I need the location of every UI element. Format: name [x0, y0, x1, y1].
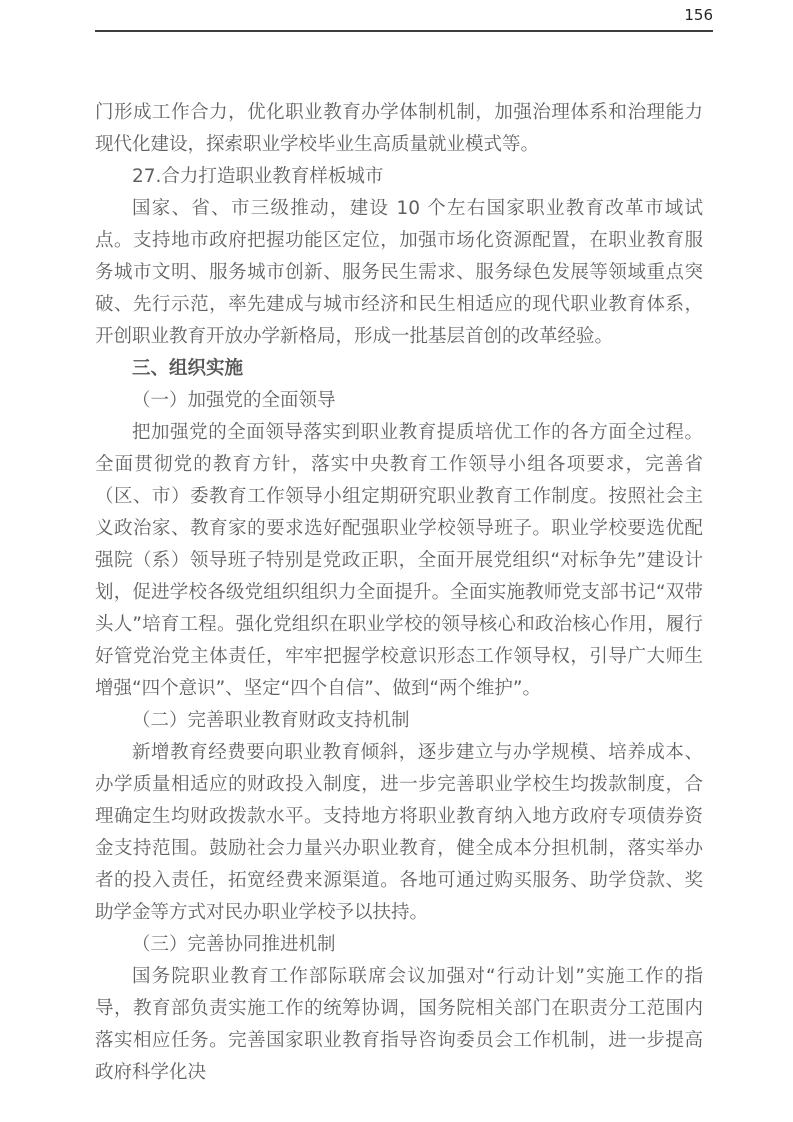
page-header [95, 0, 713, 32]
paragraph-item-27-title: 27.合力打造职业教育样板城市 [132, 166, 384, 187]
paragraph-item-27-body: 国家、省、市三级推动，建设 10 个左右国家职业教育改革市域试点。支持地市政府把握功能区定位，加强市场化资源配置，在职业教育服务城市文明、服务城市创新、服务民生需求、服务绿色发展等领域重点突破、先行示范，率先建成与城市经济和民生相适应的现代职业教育体系，开创职业教育开放办学新格局，形成一批基层首创的改革经验。 [95, 198, 703, 347]
subsection-heading-party-leadership: （一）加强党的全面领导 [132, 390, 336, 411]
subsection-body-coordination: 国务院职业教育工作部际联席会议加强对“行动计划”实施工作的指导，教育部负责实施工作的统筹协调，国务院相关部门在职责分工范围内落实相应任务。完善国家职业教育指导咨询委员会工作机制，进一步提高政府科学化决 [95, 966, 703, 1083]
section-heading-organization: 三、组织实施 [132, 358, 244, 379]
header-rule [95, 30, 713, 32]
subsection-body-fiscal-support: 新增教育经费要向职业教育倾斜，逐步建立与办学规模、培养成本、办学质量相适应的财政投入制度，进一步完善职业学校生均拨款制度，合理确定生均财政拨款水平。支持地方将职业教育纳入地方政府专项债券资金支持范围。鼓励社会力量兴办职业教育，健全成本分担机制，落实举办者的投入责任，拓宽经费来源渠道。各地可通过购买服务、助学贷款、奖助学金等方式对民办职业学校予以扶持。 [95, 742, 703, 923]
page-number: 156 [684, 6, 713, 24]
subsection-heading-fiscal-support: （二）完善职业教育财政支持机制 [132, 710, 410, 731]
paragraph-continuation: 门形成工作合力，优化职业教育办学体制机制，加强治理体系和治理能力现代化建设，探索职业学校毕业生高质量就业模式等。 [95, 102, 703, 155]
document-body [95, 97, 703, 1089]
subsection-body-party-leadership: 把加强党的全面领导落实到职业教育提质培优工作的各方面全过程。全面贯彻党的教育方针，落实中央教育工作领导小组各项要求，完善省（区、市）委教育工作领导小组定期研究职业教育工作制度。按照社会主义政治家、教育家的要求选好配强职业学校领导班子。职业学校要选优配强院（系）领导班子特别是党政正职，全面开展党组织“对标争先”建设计划，促进学校各级党组织组织力全面提升。全面实施教师党支部书记“双带头人”培育工程。强化党组织在职业学校的领导核心和政治核心作用，履行好管党治党主体责任，牢牢把握学校意识形态工作领导权，引导广大师生增强“四个意识”、坚定“四个自信”、做到“两个维护”。 [95, 422, 703, 699]
subsection-heading-coordination: （三）完善协同推进机制 [132, 934, 336, 955]
